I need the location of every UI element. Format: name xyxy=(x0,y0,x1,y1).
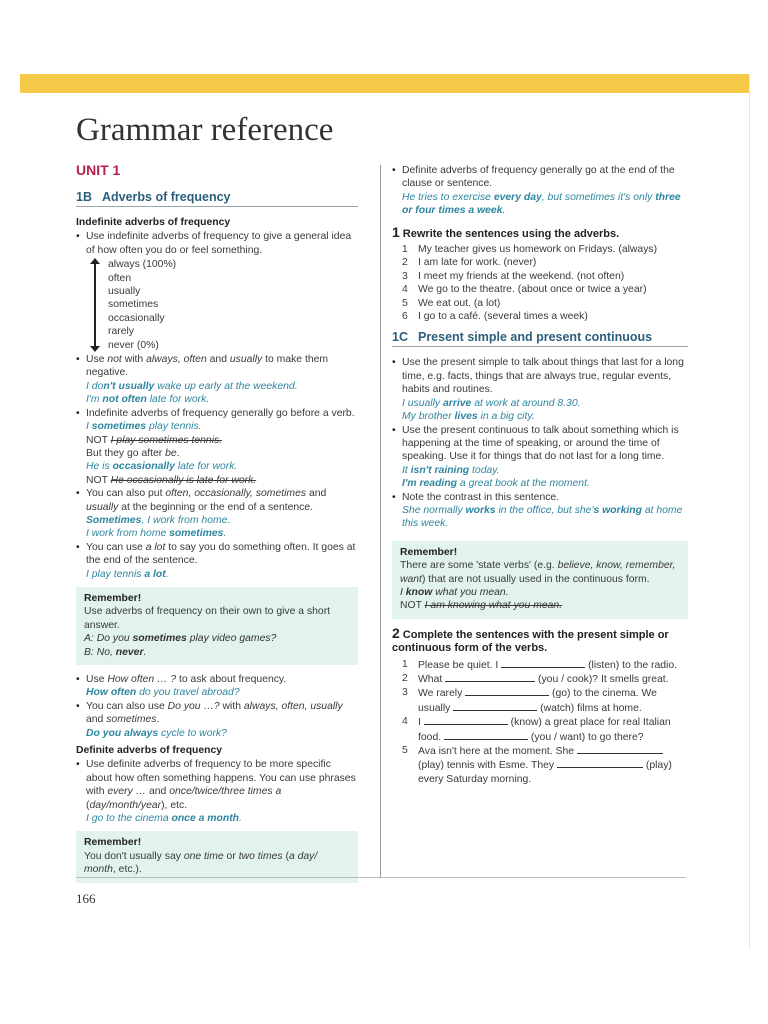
example-sentence: He is occasionally late for work. xyxy=(86,461,238,473)
answer-blank xyxy=(465,686,549,696)
remember-title: Remember! xyxy=(84,592,142,604)
answer-blank xyxy=(445,672,535,682)
exercise-1-list xyxy=(392,243,688,323)
column-divider xyxy=(380,165,381,877)
bullet-present-continuous: • Use the present continuous to talk about something which is happening at the time of speaking, or around the time of speaking. Use it for things that do not last for a long time. xyxy=(392,424,688,464)
example-sentence: He tries to exercise every day, but sometimes it's only three or four times a week. xyxy=(402,191,681,217)
example-sentence: I'm not often late for work. xyxy=(86,394,210,406)
list-item: 2 I am late for work. (never) xyxy=(402,257,537,269)
bullet-present-simple: • Use the present simple to talk about things that last for a long time, e.g. facts, things that are always true, regular events, habits and routines. xyxy=(392,356,688,396)
example-sentence: I work from home sometimes. xyxy=(86,528,227,540)
left-column xyxy=(76,162,358,891)
list-item: 3 I meet my friends at the weekend. (not often) xyxy=(402,270,625,282)
scale-item: sometimes xyxy=(108,299,159,311)
list-item: 6 I go to a café. (several times a week) xyxy=(402,311,588,323)
example-sentence: I play tennis a lot. xyxy=(86,568,169,580)
bullet-do-you: • You can also use Do you …? with always, often, usually and sometimes. xyxy=(76,700,358,727)
after-be-note: But they go after be. xyxy=(86,447,180,459)
bullet-intro: • Use indefinite adverbs of frequency to give a general idea of how often you do or feel something. xyxy=(76,230,358,257)
list-item: 4 We go to the theatre. (about once or twice a year) xyxy=(402,284,647,296)
bullet-contrast: • Note the contrast in this sentence. xyxy=(392,491,688,504)
answer-blank xyxy=(453,701,537,711)
example-sentence: I usually arrive at work at around 8.30. xyxy=(402,397,581,409)
remember-box xyxy=(76,831,358,882)
remember-text: You don't usually say one time or two times (a day/ month, etc.). xyxy=(84,850,318,876)
incorrect-example: NOT I play sometimes tennis. xyxy=(86,434,223,446)
list-item: 5 We eat out. (a lot) xyxy=(402,297,501,309)
list-item: 2 What (you / cook)? It smells great. xyxy=(402,673,669,685)
remember-title: Remember! xyxy=(400,546,458,558)
list-item: 4 I (know) a great place for real Italian food. (you / want) to go there? xyxy=(402,716,671,743)
bullet-also-put: • You can also put often, occasionally, sometimes and usually at the beginning or the end of a sentence. xyxy=(76,487,358,514)
exercise-2-heading: 2 Complete the sentences with the present simple or continuous form of the verbs. xyxy=(392,624,669,655)
remember-text: There are some 'state verbs' (e.g. believe, know, remember, want) that are not usually used in the continuous form. xyxy=(400,560,676,585)
scale-item: rarely xyxy=(108,326,134,338)
page-title: Grammar reference xyxy=(76,112,334,148)
unit-heading: UNIT 1 xyxy=(76,162,121,178)
answer-blank xyxy=(424,715,508,725)
bullet-definite-end: • Definite adverbs of frequency generally go at the end of the clause or sentence. xyxy=(392,164,688,191)
scale-item: usually xyxy=(108,286,141,298)
bullet-definite: • Use definite adverbs of frequency to be more specific about how often something happens. You can use phrases with every … and once/twice/three times a (day/month/year), etc. xyxy=(76,758,358,812)
example-sentence: I'm reading a great book at the moment. xyxy=(402,478,590,490)
scale-item: always (100%) xyxy=(108,259,177,271)
list-item: 1 Please be quiet. I (listen) to the radio. xyxy=(402,658,678,671)
answer-blank xyxy=(501,658,585,668)
example-sentence: My brother lives in a big city. xyxy=(402,411,535,423)
incorrect-example: NOT He occasionally is late for work. xyxy=(86,474,257,486)
bullet-how-often: • Use How often … ? to ask about frequency. xyxy=(76,673,358,686)
right-column xyxy=(392,164,688,786)
scale-item: never (0%) xyxy=(108,339,159,351)
section-title: Adverbs of frequency xyxy=(101,190,231,204)
incorrect-example: NOT I am knowing what you mean. xyxy=(400,600,563,612)
example-sentence: It isn't raining today. xyxy=(402,464,500,476)
footer-rule xyxy=(76,877,686,878)
answer-blank xyxy=(577,744,663,754)
indefinite-heading: Indefinite adverbs of frequency xyxy=(76,217,231,228)
section-1c-heading: 1C Present simple and present continuous xyxy=(392,329,688,347)
dialogue-line: B: No, never. xyxy=(84,646,147,658)
section-1b-heading xyxy=(76,189,358,207)
example-sentence: She normally works in the office, but she's working at home this week. xyxy=(402,504,683,530)
header-band xyxy=(20,74,749,93)
scale-item: occasionally xyxy=(108,312,165,324)
double-arrow-icon xyxy=(90,258,100,352)
scale-item: often xyxy=(108,272,132,284)
definite-heading: Definite adverbs of frequency xyxy=(76,745,223,757)
list-item: 5 Ava isn't here at the moment. She (play) tennis with Esme. They (play) every Saturday morning. xyxy=(402,745,672,785)
bullet-a-lot: • You can use a lot to say you do something often. It goes at the end of the sentence. xyxy=(76,541,358,568)
answer-blank xyxy=(444,730,528,740)
example-sentence: Sometimes, I work from home. xyxy=(86,514,231,526)
list-item: 3 We rarely (go) to the cinema. We usually (watch) films at home. xyxy=(402,687,657,714)
remember-title: Remember! xyxy=(84,837,142,849)
example-sentence: I don't usually wake up early at the weekend. xyxy=(86,380,298,392)
page-edge-line xyxy=(749,74,750,950)
section-code: 1B xyxy=(76,190,92,204)
exercise-1-heading: 1 Rewrite the sentences using the adverbs. xyxy=(392,223,620,240)
exercise-2-list xyxy=(392,658,688,787)
example-sentence: Do you always cycle to work? xyxy=(86,727,227,739)
bullet-not-rule: • Use not with always, often and usually to make them negative. xyxy=(76,353,358,380)
example-sentence: I sometimes play tennis. xyxy=(86,421,202,433)
page-number: 166 xyxy=(76,891,96,906)
remember-text: Use adverbs of frequency on their own to give a short answer. xyxy=(84,606,331,631)
answer-blank xyxy=(557,758,643,768)
remember-box xyxy=(392,541,688,619)
frequency-scale xyxy=(76,258,358,352)
example-sentence: I go to the cinema once a month. xyxy=(86,813,242,825)
remember-box xyxy=(76,587,358,665)
dialogue-line: A: Do you sometimes play video games? xyxy=(84,633,277,645)
list-item: 1 My teacher gives us homework on Fridays. (always) xyxy=(402,244,658,256)
bullet-before-verb: • Indefinite adverbs of frequency generally go before a verb. xyxy=(76,407,358,420)
example-sentence: How often do you travel abroad? xyxy=(86,687,240,699)
example-sentence: I know what you mean. xyxy=(400,586,509,598)
